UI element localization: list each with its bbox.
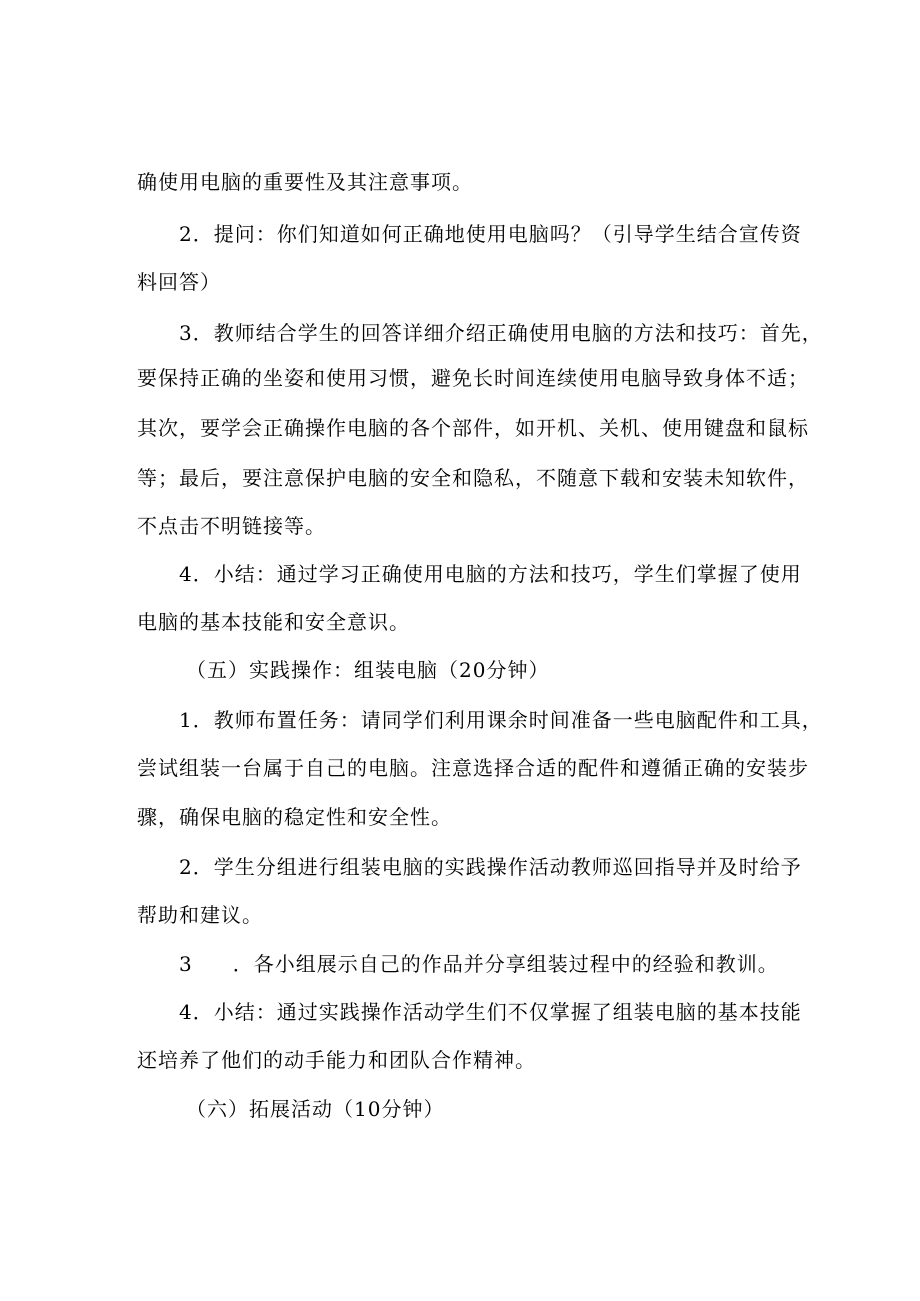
list-item-3-line-3: 其次，要学会正确操作电脑的各个部件，如开机、关机、使用键盘和鼠标: [137, 416, 809, 440]
task-item-2-line-2: 帮助和建议。: [137, 903, 263, 927]
list-item-4-line-1: 4．小结：通过学习正确使用电脑的方法和技巧，学生们掌握了使用: [179, 562, 802, 586]
list-item-3-line-2: 要保持正确的坐姿和使用习惯，避免长时间连续使用电脑导致身体不适；: [137, 366, 809, 390]
list-item-3-line-5: 不点击不明链接等。: [137, 514, 326, 538]
task-item-1-line-1: 1．教师布置任务：请同学们利用课余时间准备一些电脑配件和工具，: [179, 708, 823, 732]
paragraph-line: 确使用电脑的重要性及其注意事项。: [137, 170, 473, 194]
task-item-4-line-1: 4．小结：通过实践操作活动学生们不仅掌握了组装电脑的基本技能: [179, 1000, 802, 1024]
task-item-1-line-2: 尝试组装一台属于自己的电脑。注意选择合适的配件和遵循正确的安装步: [137, 756, 809, 780]
task-item-1-line-3: 骤，确保电脑的稳定性和安全性。: [137, 805, 452, 829]
task-item-3-text: ．各小组展示自己的作品并分享组装过程中的经验和教训。: [232, 952, 779, 976]
task-item-2-line-1: 2．学生分组进行组装电脑的实践操作活动教师巡回指导并及时给予: [179, 855, 802, 879]
section-heading-6: （六）拓展活动（10分钟）: [186, 1097, 445, 1121]
task-item-3: [179, 952, 779, 976]
task-item-4-line-2: 还培养了他们的动手能力和团队合作精神。: [137, 1048, 536, 1072]
task-item-3-number: 3: [179, 952, 193, 976]
list-item-2-line-2: 料回答）: [137, 270, 221, 294]
list-item-4-line-2: 电脑的基本技能和安全意识。: [137, 610, 410, 634]
section-heading-5: （五）实践操作：组装电脑（20分钟）: [186, 658, 550, 682]
list-item-3-line-1: 3．教师结合学生的回答详细介绍正确使用电脑的方法和技巧：首先，: [179, 321, 823, 345]
list-item-3-line-4: 等；最后，要注意保护电脑的安全和隐私，不随意下载和安装未知软件，: [137, 466, 809, 490]
list-item-2-line-1: 2．提问：你们知道如何正确地使用电脑吗？（引导学生结合宣传资: [179, 222, 802, 246]
